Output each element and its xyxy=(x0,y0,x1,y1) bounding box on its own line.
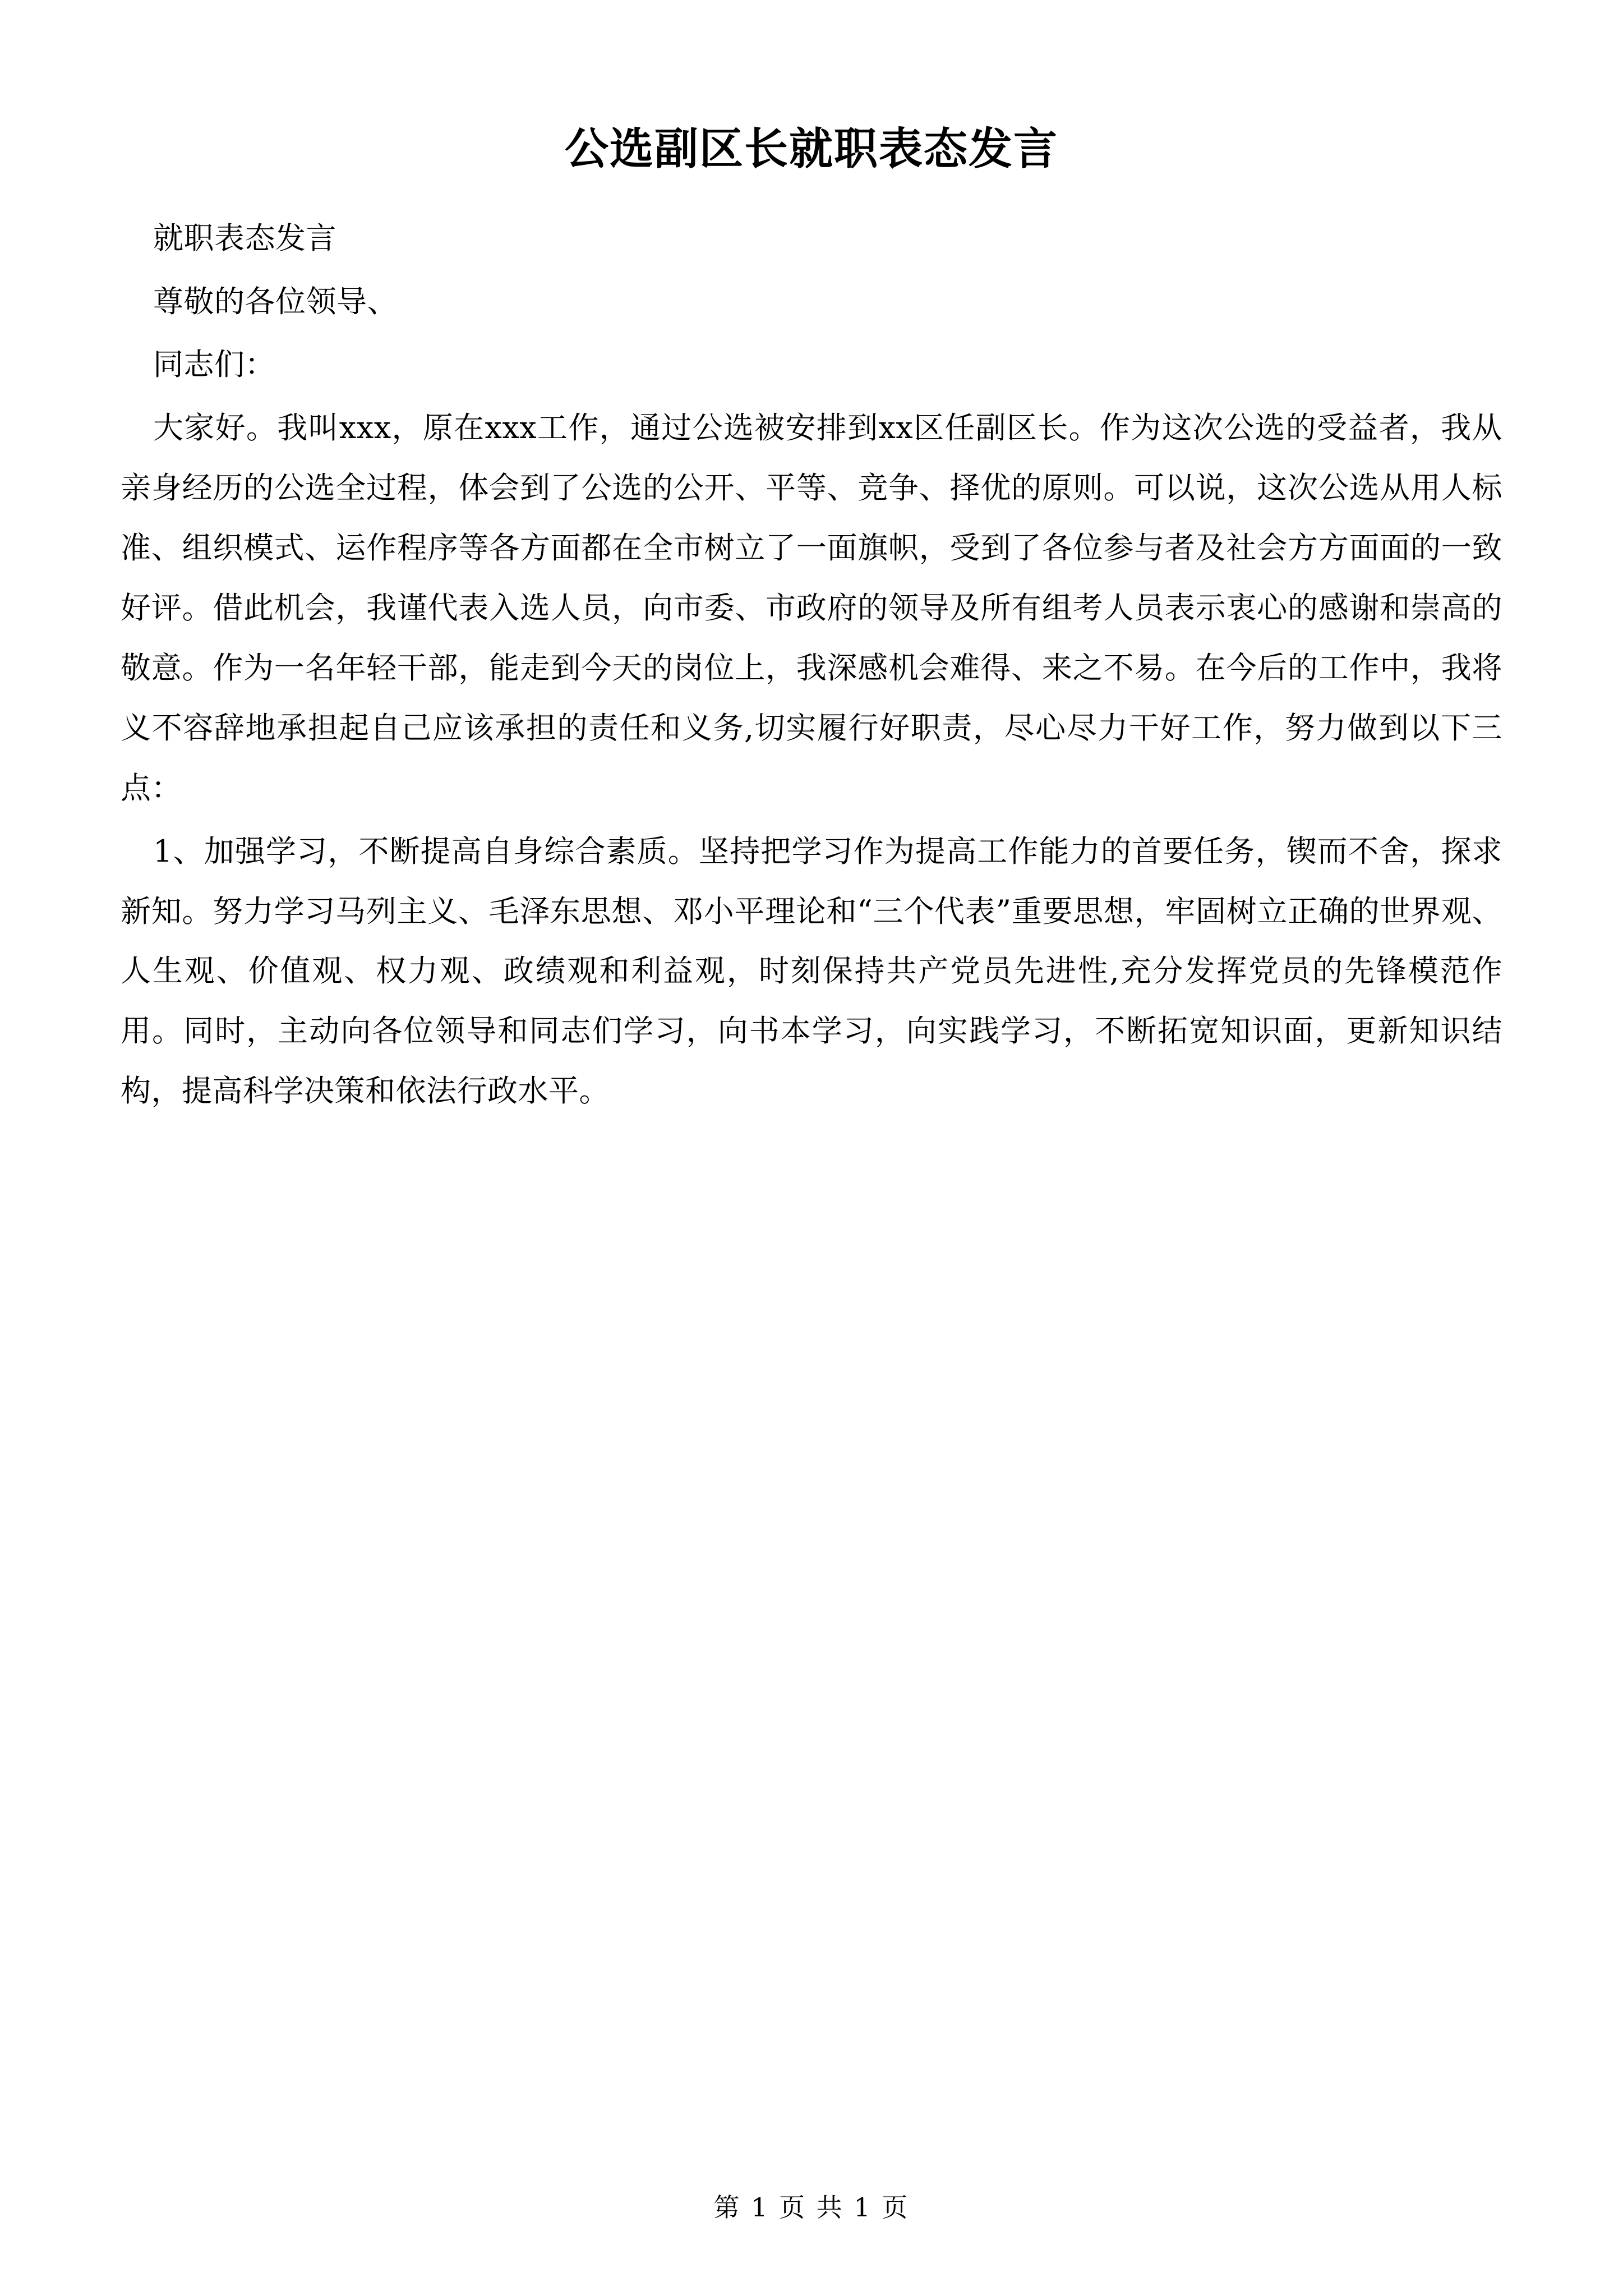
paragraph: 1、加强学习，不断提高自身综合素质。坚持把学习作为提高工作能力的首要任务，锲而不舍，探求新知。努力学习马列主义、毛泽东思想、邓小平理论和“三个代表”重要思想，牢固树立正确的世界观、人生观、价值观、权力观、政绩观和利益观，时刻保持共产党员先进性,充分发挥党员的先锋模范作用。同时，主动向各位领导和同志们学习，向书本学习，向实践学习，不断拓宽知识面，更新知识结构，提高科学决策和依法行政水平。 xyxy=(121,833,1502,1109)
page-footer: 第 1 页 共 1 页 xyxy=(713,2192,910,2223)
page-title: 公选副区长就职表态发言 xyxy=(564,124,1058,174)
paragraph: 大家好。我叫xxx，原在xxx工作，通过公选被安排到xx区任副区长。作为这次公选的受益者，我从亲身经历的公选全过程，体会到了公选的公开、平等、竞争、择优的原则。可以说，这次公选从用人标准、组织模式、运作程序等各方面都在全市树立了一面旗帜，受到了各位参与者及社会方方面面的一致好评。借此机会，我谨代表入选人员，向市委、市政府的领导及所有组考人员表示衷心的感谢和崇高的敬意。作为一名年轻干部，能走到今天的岗位上，我深感机会难得、来之不易。在今后的工作中，我将义不容辞地承担起自己应该承担的责任和义务,切实履行好职责，尽心尽力干好工作，努力做到以下三点： xyxy=(121,410,1502,806)
paragraph: 就职表态发言 xyxy=(153,220,336,256)
paragraph: 同志们： xyxy=(153,347,275,383)
document-body xyxy=(121,209,1502,1122)
paragraph: 尊敬的各位领导、 xyxy=(153,283,398,319)
